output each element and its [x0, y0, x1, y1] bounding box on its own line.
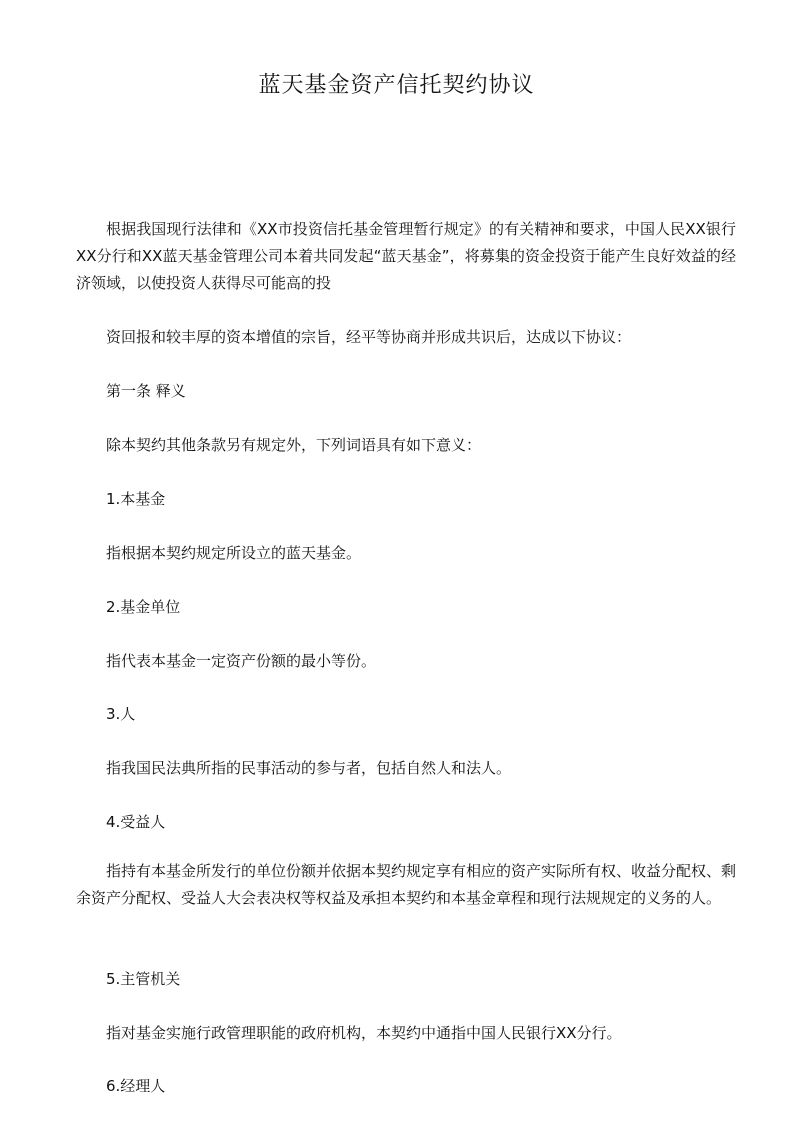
article-1-lead: 除本契约其他条款另有规定外，下列词语具有如下意义： [106, 436, 482, 454]
term-3-heading: 3.人 [106, 705, 136, 723]
term-2-heading: 2.基金单位 [106, 598, 181, 616]
intro-continued-paragraph: 资回报和较丰厚的资本增值的宗旨，经平等协商并形成共识后，达成以下协议： [106, 328, 632, 346]
term-1-definition: 指根据本契约规定所设立的蓝天基金。 [106, 544, 362, 562]
term-3-definition: 指我国民法典所指的民事活动的参与者，包括自然人和法人。 [106, 759, 512, 777]
term-6-heading: 6.经理人 [106, 1077, 166, 1095]
term-5-heading: 5.主管机关 [106, 970, 181, 988]
document-title: 蓝天基金资产信托契约协议 [258, 73, 535, 98]
term-2-definition: 指代表本基金一定资产份额的最小等份。 [106, 652, 377, 670]
term-1-heading: 1.本基金 [106, 490, 166, 508]
term-5-definition: 指对基金实施行政管理职能的政府机构，本契约中通指中国人民银行XX分行。 [106, 1024, 622, 1042]
term-4-heading: 4.受益人 [106, 813, 166, 831]
article-1-heading: 第一条 释义 [106, 382, 186, 400]
term-4-definition: 指持有本基金所发行的单位份额并依据本契约规定享有相应的资产实际所有权、收益分配权、剩余资产分配权、受益人大会表决权等权益及承担本契约和本基金章程和现行法规规定的义务的人。 [76, 862, 737, 907]
intro-paragraph: 根据我国现行法律和《XX市投资信托基金管理暂行规定》的有关精神和要求，中国人民XX银行XX分行和XX蓝天基金管理公司本着共同发起“蓝天基金”，将募集的资金投资于能产生良好效益的经济领域，以使投资人获得尽可能高的投 [76, 220, 736, 292]
